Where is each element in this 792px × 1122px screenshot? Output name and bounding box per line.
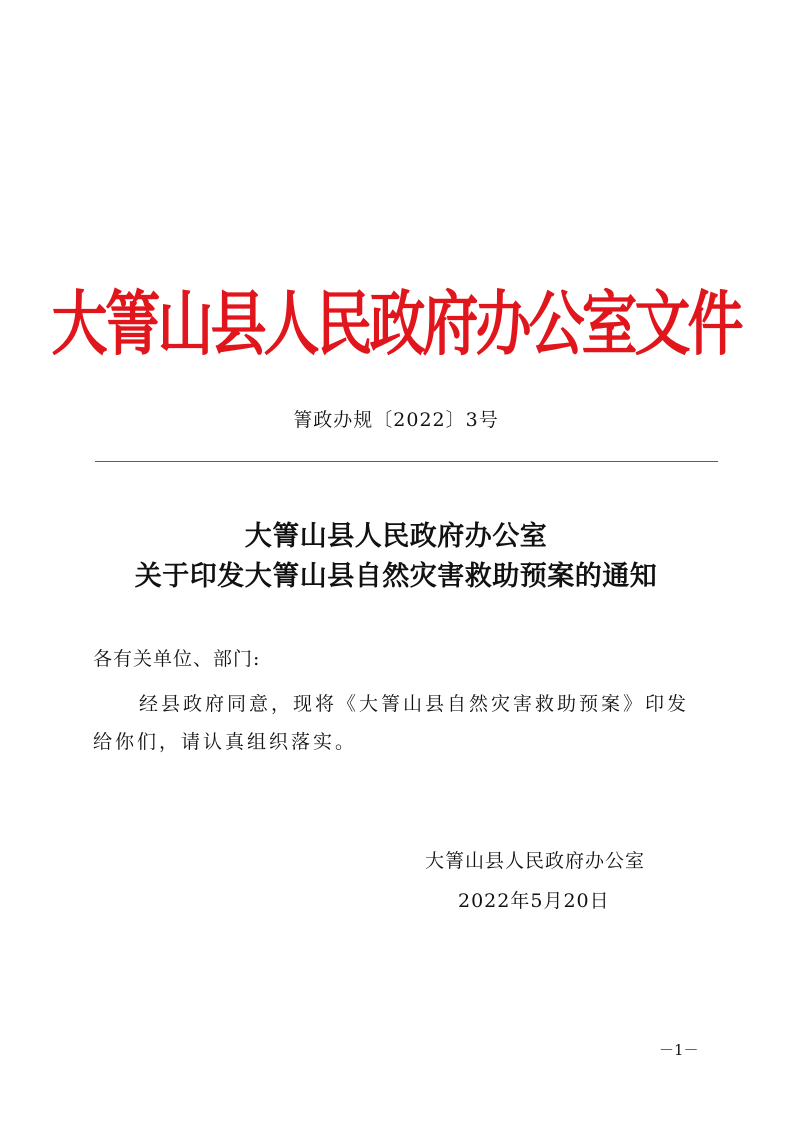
notice-title	[0, 517, 792, 597]
salutation: 各有关单位、部门:	[93, 648, 261, 670]
page-number: －1－	[659, 1041, 699, 1059]
document-number: 箐政办规〔2022〕3号	[293, 409, 499, 431]
notice-title-line-2: 关于印发大箐山县自然灾害救助预案的通知	[134, 561, 658, 592]
body-paragraph: 经县政府同意，现将《大箐山县自然灾害救助预案》印发给你们，请认真组织落实。	[93, 693, 690, 753]
signature-organization: 大箐山县人民政府办公室	[425, 850, 646, 872]
red-divider-line	[95, 461, 718, 462]
notice-title-line-1: 大箐山县人民政府办公室	[244, 521, 548, 552]
document-header-title: 大箐山县人民政府办公室文件	[51, 283, 741, 366]
signature-date: 2022年5月20日	[458, 890, 610, 912]
